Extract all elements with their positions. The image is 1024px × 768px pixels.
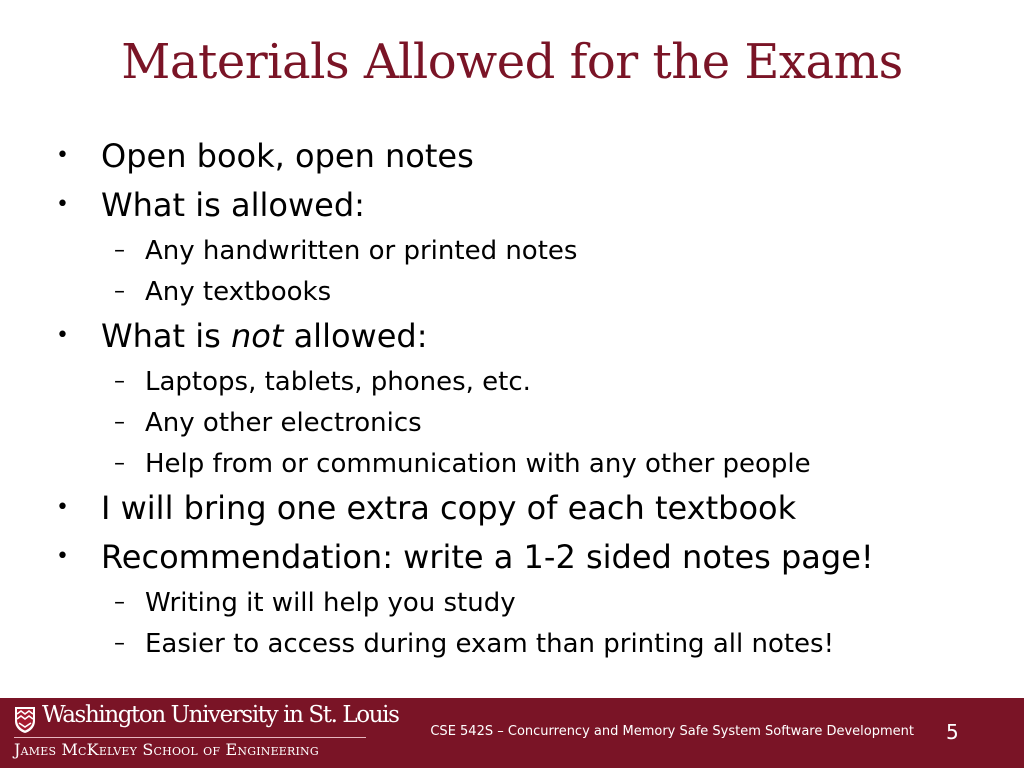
sub-bullet-text: Any handwritten or printed notes — [145, 236, 578, 266]
sub-bullet-item — [56, 404, 996, 445]
bullet-text-emphasis: not — [230, 317, 284, 355]
sub-bullet-item — [56, 363, 996, 404]
sub-bullet-text: Writing it will help you study — [145, 588, 516, 618]
sub-bullet-item — [56, 273, 996, 314]
dash-marker: – — [114, 590, 125, 615]
dash-marker: – — [114, 631, 125, 656]
bullet-marker: • — [56, 323, 69, 348]
bullet-item — [56, 183, 996, 232]
bullet-text: What is allowed: — [101, 186, 365, 224]
sub-bullet-text: Any textbooks — [145, 277, 332, 307]
sub-bullet-text: Help from or communication with any other people — [145, 449, 811, 479]
bullet-marker: • — [56, 192, 69, 217]
university-logo — [12, 702, 399, 764]
bullet-item — [56, 486, 996, 535]
bullet-text-post: allowed: — [283, 317, 428, 355]
university-name: Washington University in St. Louis — [42, 702, 399, 728]
sub-bullet-item — [56, 232, 996, 273]
bullet-marker: • — [56, 143, 69, 168]
dash-marker: – — [114, 410, 125, 435]
dash-marker: – — [114, 279, 125, 304]
bullet-text: Open book, open notes — [101, 137, 474, 175]
sub-bullet-item — [56, 445, 996, 486]
logo-divider — [14, 737, 366, 738]
page-number: 5 — [946, 720, 959, 744]
bullet-item — [56, 314, 996, 363]
bullet-text-pre: What is — [101, 317, 231, 355]
shield-icon — [14, 706, 36, 734]
bullet-item — [56, 134, 996, 183]
bullet-text: Recommendation: write a 1-2 sided notes page! — [101, 538, 874, 576]
bullet-marker: • — [56, 495, 69, 520]
dash-marker: – — [114, 451, 125, 476]
footer-bar — [0, 698, 1024, 768]
bullet-marker: • — [56, 544, 69, 569]
school-name: James McKelvey School of Engineering — [14, 740, 319, 759]
course-title: CSE 542S – Concurrency and Memory Safe System Software Development — [430, 724, 914, 739]
sub-bullet-item — [56, 625, 996, 666]
dash-marker: – — [114, 238, 125, 263]
bullet-item — [56, 535, 996, 584]
slide-title: Materials Allowed for the Exams — [121, 34, 903, 90]
sub-bullet-text: Any other electronics — [145, 408, 422, 438]
bullet-text: I will bring one extra copy of each textbook — [101, 489, 797, 527]
bullet-list — [56, 134, 996, 666]
sub-bullet-text: Easier to access during exam than printing all notes! — [145, 629, 835, 659]
sub-bullet-item — [56, 584, 996, 625]
dash-marker: – — [114, 369, 125, 394]
sub-bullet-text: Laptops, tablets, phones, etc. — [145, 367, 531, 397]
